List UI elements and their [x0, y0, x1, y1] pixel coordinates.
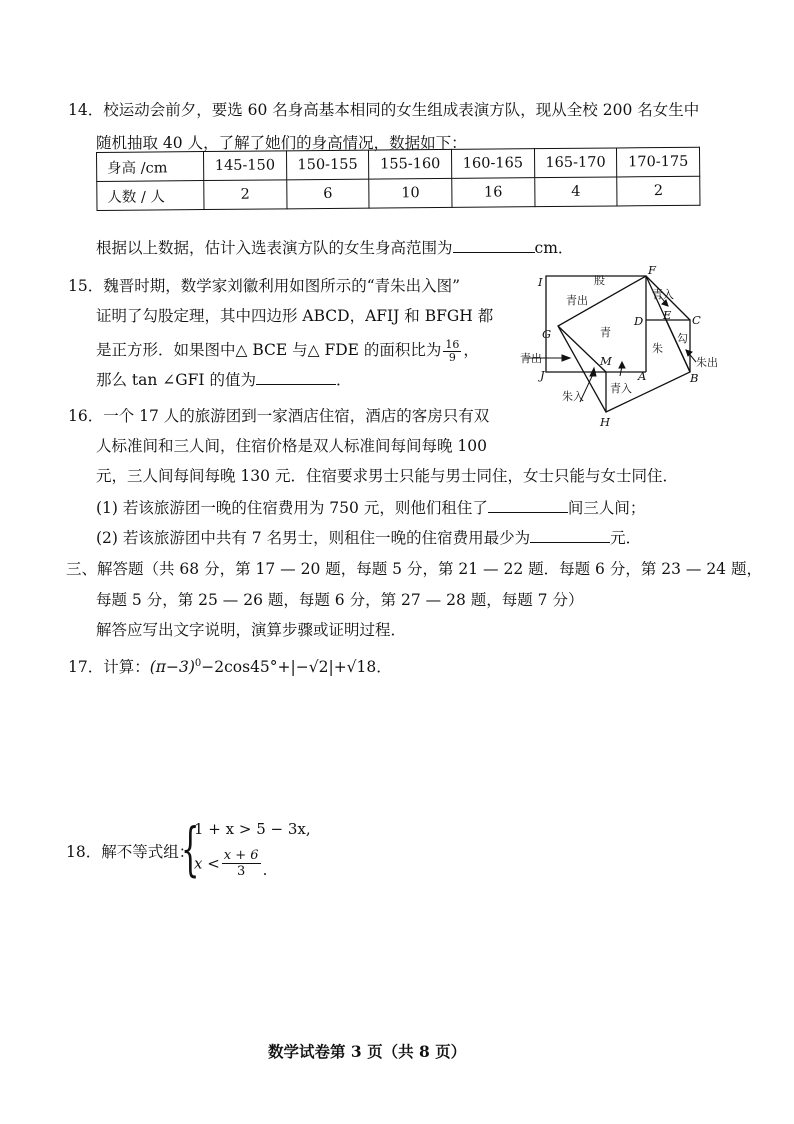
q16-line1: 16．一个 17 人的旅游团到一家酒店住宿，酒店的客房只有双 — [68, 407, 490, 425]
point-label-I: I — [538, 275, 543, 289]
figure-word-zhuru: 朱入 — [562, 390, 584, 403]
q18-prefix: 18．解不等式组： — [66, 843, 195, 861]
figure-word-qing-center: 青 — [600, 326, 611, 339]
answer-blank — [530, 528, 610, 543]
point-label-H: H — [600, 415, 611, 429]
section3-line1: 三、解答题（共 68 分，第 17 — 20 题，每题 5 分，第 21 — 22 题．每题 6 分，第 23 — 24 题， — [66, 560, 762, 578]
q14-line1: 14．校运动会前夕，要选 60 名身高基本相同的女生组成表演方队，现从全校 200 名女生中 — [68, 101, 700, 119]
q14-line3: 根据以上数据，估计入选表演方队的女生身高范围为 cm． — [96, 239, 574, 257]
system-brace: { — [181, 815, 200, 883]
qingzhu-figure — [510, 262, 725, 437]
table-cell: 2 — [204, 180, 287, 210]
page-footer: 数学试卷第 3 页（共 8 页） — [268, 1042, 467, 1061]
table-row — [97, 176, 700, 210]
height-table — [96, 147, 700, 211]
table-cell: 16 — [452, 178, 535, 208]
table-cell: 6 — [286, 179, 369, 209]
table-cell: 4 — [534, 177, 617, 207]
table-cell: 155-160 — [369, 149, 452, 179]
table-cell: 150-155 — [286, 150, 369, 180]
answer-blank — [488, 498, 568, 513]
inequality-2-fraction: $\frac{x + 6}{3}$ — [223, 848, 259, 879]
q16-part2: (2) 若该旅游团中共有 7 名男士，则租住一晚的住宿费用最少为 元． — [96, 529, 642, 547]
figure-word-zhu-center: 朱 — [652, 342, 663, 355]
q15-line4: 那么 tan ∠GFI 的值为 ． — [96, 371, 352, 389]
point-label-F: F — [648, 263, 656, 277]
table-cell: 2 — [617, 176, 700, 206]
point-label-E: E — [663, 308, 672, 322]
figure-word-qingru-top: 青入 — [652, 288, 674, 301]
table-cell: 10 — [369, 178, 452, 208]
table-header-height: 身高 /cm — [97, 152, 204, 182]
q15-line2: 证明了勾股定理，其中四边形 ABCD，AFIJ 和 BFGH 都 — [96, 307, 494, 325]
figure-word-gou: 勾 — [677, 332, 688, 345]
figure-word-qingchu-top: 青出 — [566, 294, 588, 307]
q16-part1: (1) 若该旅游团一晚的住宿费用为 750 元，则他们租住了 间三人间； — [96, 499, 646, 517]
table-cell: 145-150 — [204, 151, 287, 181]
table-cell: 170-175 — [617, 147, 700, 177]
point-label-D: D — [634, 314, 644, 328]
q15-line1: 15．魏晋时期，数学家刘徽利用如图所示的“青朱出入图” — [68, 277, 461, 295]
q14-line2: 随机抽取 40 人，了解了她们的身高情况，数据如下： — [96, 134, 467, 152]
q16-line3: 元，三人间每间每晚 130 元．住宿要求男士只能与男士同住，女士只能与女士同住． — [96, 467, 678, 485]
point-label-M: M — [600, 354, 612, 368]
q16-line2: 人标准间和三人间，住宿价格是双人标准间每间每晚 100 — [96, 437, 488, 455]
q17-line: 17．计算：$(\pi-3)^0-2\cos 45^\circ+|-√2|+√18$． — [68, 657, 392, 676]
point-label-B: B — [690, 371, 699, 385]
answer-blank — [256, 370, 336, 385]
point-label-G: G — [542, 327, 552, 341]
q15-line3: 是正方形．如果图中△ BCE 与△ FDE 的面积比为 $\frac{16}{9}$ ， — [96, 337, 479, 364]
figure-word-qingru-bottom: 青入 — [610, 382, 632, 395]
table-cell: 160-165 — [451, 149, 534, 179]
inequality-1: 1 + x > 5 − 3x, — [194, 820, 311, 838]
table-header-count: 人数 / 人 — [97, 181, 204, 211]
inequality-2: x < $\frac{x + 6}{3}$ . — [194, 848, 268, 879]
section3-line3: 解答应写出文字说明，演算步骤或证明过程． — [96, 621, 407, 639]
answer-blank — [453, 238, 535, 253]
figure-word-gu: 股 — [594, 274, 605, 287]
figure-word-qingchu-left: 青出 — [520, 352, 542, 365]
table-cell: 165-170 — [534, 148, 617, 178]
point-label-J: J — [540, 368, 545, 382]
figure-word-zhuchu: 朱出 — [696, 356, 718, 369]
section3-line2: 每题 5 分，第 25 — 26 题，每题 6 分，第 27 — 28 题，每题 7 分） — [96, 591, 584, 609]
point-label-A: A — [638, 369, 647, 383]
point-label-C: C — [692, 313, 701, 327]
area-ratio-fraction: $\frac{16}{9}$ — [445, 337, 460, 364]
